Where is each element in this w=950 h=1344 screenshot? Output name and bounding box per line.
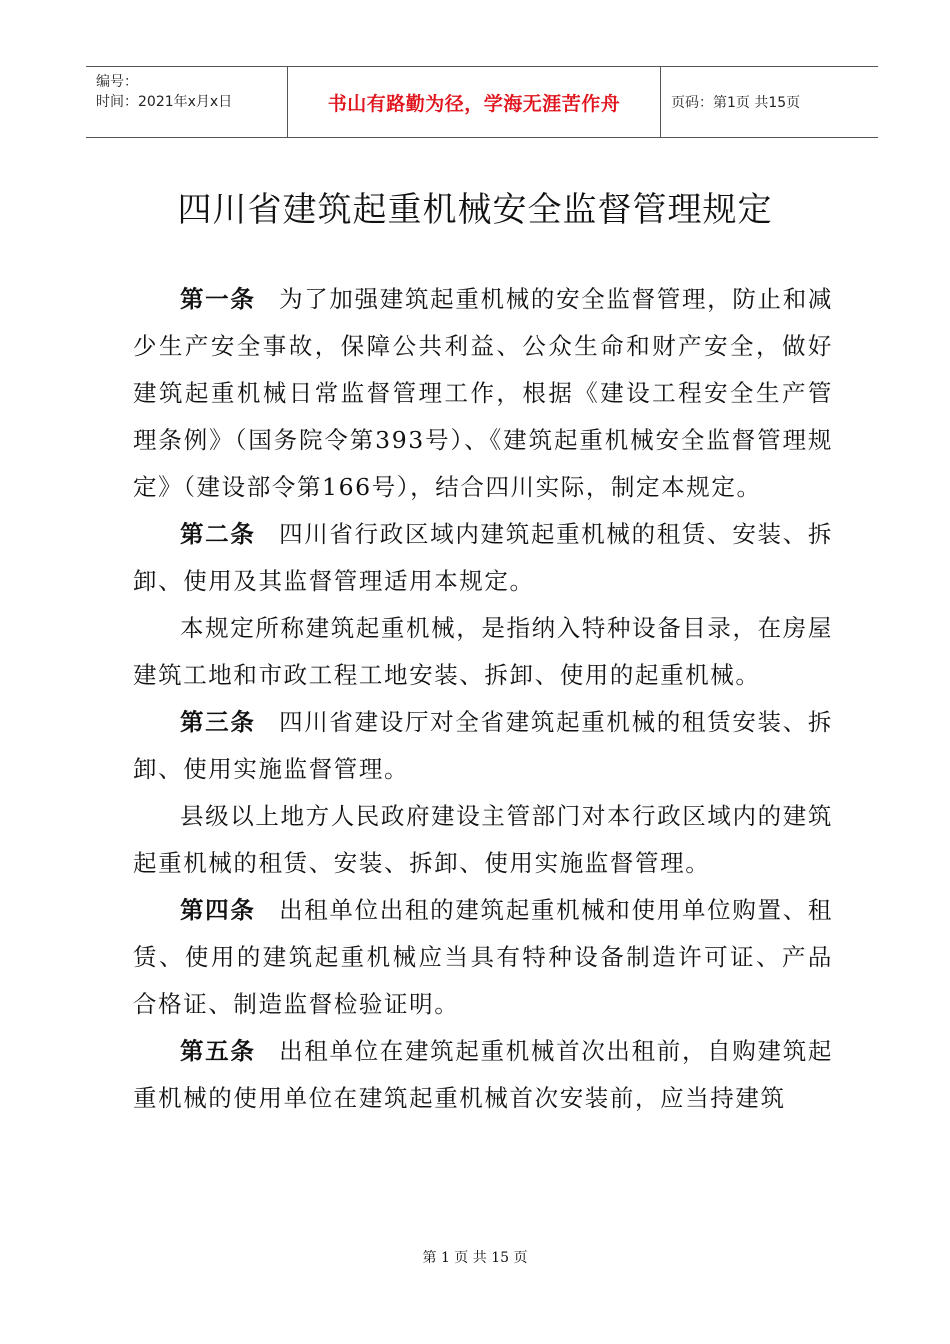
header-motto-cell <box>288 67 661 137</box>
paragraph <box>133 887 833 1028</box>
paragraph-text: 本规定所称建筑起重机械，是指纳入特种设备目录，在房屋建筑工地和市政工程工地安装、拆卸、使用的起重机械。 <box>133 614 833 689</box>
paragraph-text: 为了加强建筑起重机械的安全监督管理，防止和减少生产安全事故，保障公共利益、公众生命和财产安全，做好建筑起重机械日常监督管理工作，根据《建设工程安全生产管理条例》（国务院令第393号）、《建筑起重机械安全监督管理规定》（建设部令第166号），结合四川实际，制定本规定。 <box>133 285 833 501</box>
article-label: 第三条 <box>180 708 256 736</box>
document-header <box>86 66 878 138</box>
time-label: 时间：2021年x月x日 <box>96 94 233 110</box>
paragraph <box>133 511 833 605</box>
paragraph-text: 四川省建设厅对全省建筑起重机械的租赁安装、拆卸、使用实施监督管理。 <box>133 708 833 783</box>
paragraph <box>133 793 833 887</box>
document-body <box>133 276 833 1122</box>
paragraph-text: 出租单位出租的建筑起重机械和使用单位购置、租赁、使用的建筑起重机械应当具有特种设备制造许可证、产品合格证、制造监督检验证明。 <box>133 896 833 1018</box>
number-label: 编号： <box>96 74 138 90</box>
paragraph <box>133 1028 833 1122</box>
paragraph-text: 出租单位在建筑起重机械首次出租前，自购建筑起重机械的使用单位在建筑起重机械首次安装前，应当持建筑 <box>133 1037 833 1112</box>
paragraph <box>133 276 833 511</box>
article-label: 第四条 <box>180 896 256 924</box>
page-footer: 第 1 页 共 15 页 <box>422 1250 528 1266</box>
paragraph-text: 县级以上地方人民政府建设主管部门对本行政区域内的建筑起重机械的租赁、安装、拆卸、使用实施监督管理。 <box>133 802 833 877</box>
paragraph <box>133 699 833 793</box>
header-meta-cell <box>86 67 288 137</box>
page-info: 页码：第1页 共15页 <box>671 95 801 111</box>
motto-text: 书山有路勤为径，学海无涯苦作舟 <box>327 92 621 115</box>
document-title: 四川省建筑起重机械安全监督管理规定 <box>177 190 773 230</box>
article-label: 第一条 <box>180 285 256 313</box>
header-page-cell <box>661 67 878 137</box>
article-label: 第二条 <box>180 520 256 548</box>
paragraph-text: 四川省行政区域内建筑起重机械的租赁、安装、拆卸、使用及其监督管理适用本规定。 <box>133 520 833 595</box>
article-label: 第五条 <box>180 1037 256 1065</box>
paragraph <box>133 605 833 699</box>
